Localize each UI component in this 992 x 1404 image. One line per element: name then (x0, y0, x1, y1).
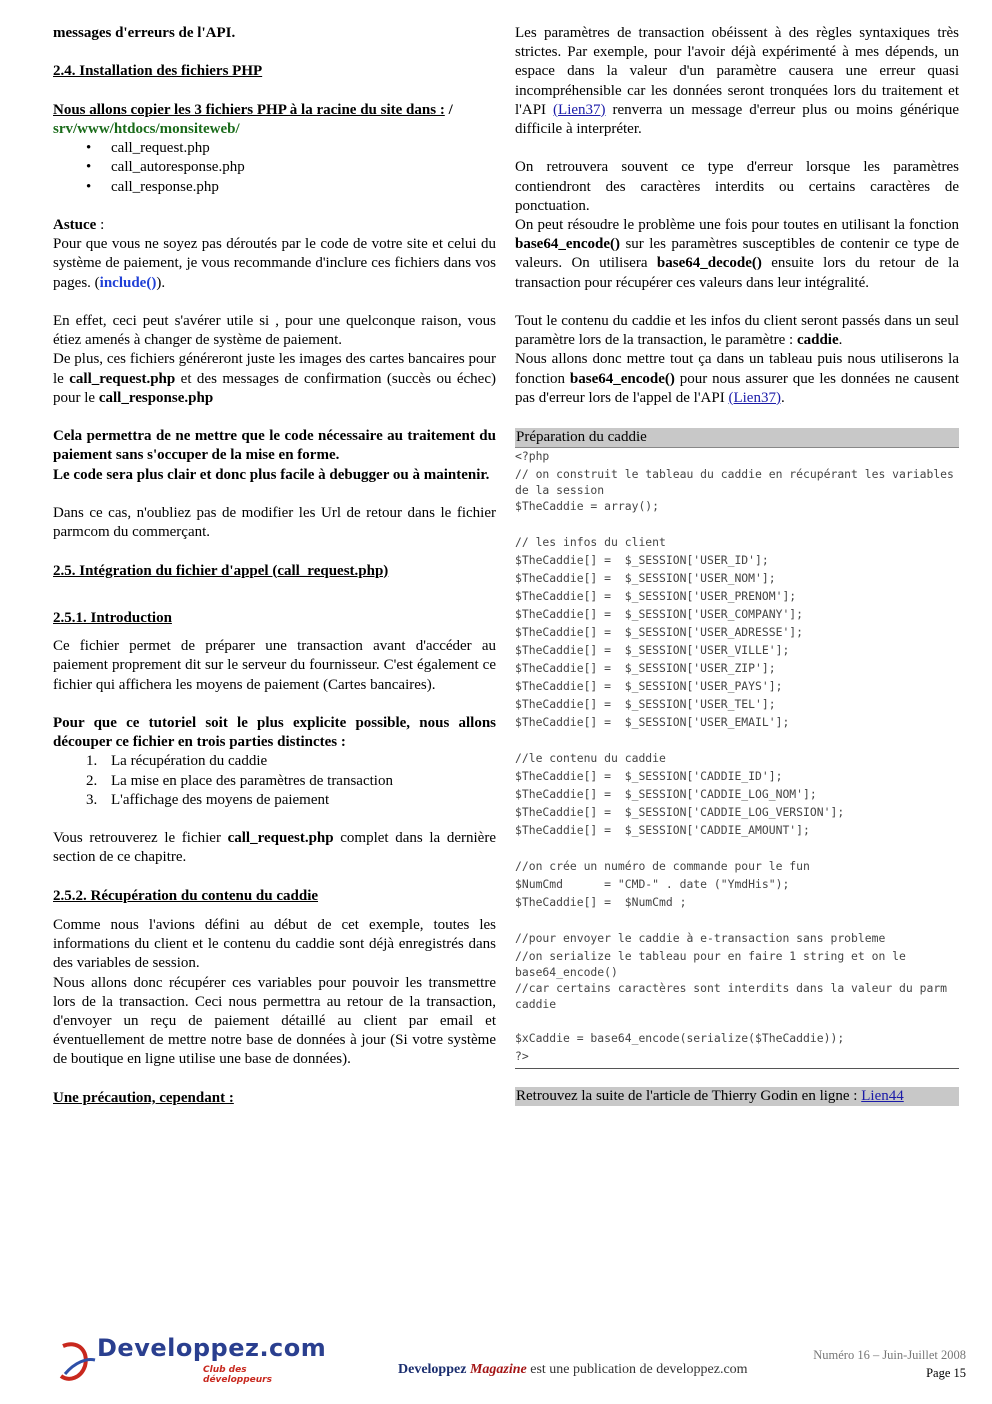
resoudre-paragraph: On peut résoudre le problème une fois pour toutes en utilisant la fonction base64_encode() sur les paramètres susceptibles de contenir ce type de valeurs. On utilisera base64_decode() ensuite lors du retour de la transaction pour récupérer ces valeurs dans leur intégralité. (515, 217, 959, 291)
intro-paragraph: Ce fichier permet de préparer une transaction avant d'accéder au paiement proprement dit sur le serveur du fournisseur. C'est également ce fichier qui affichera les moyens de paiement (Cartes bancaires). (53, 638, 496, 693)
list-item: 3. L'affichage des moyens de paiement (86, 791, 330, 808)
article-continuation: Retrouvez la suite de l'article de Thierry Godin en ligne : Lien44 (515, 1087, 959, 1106)
code-lines (515, 448, 959, 1066)
list-item: • call_response.php (111, 178, 496, 197)
left-column (53, 24, 496, 1108)
list-item: • call_autoresponse.php (111, 158, 496, 177)
de-plus-paragraph: De plus, ces fichiers généreront juste les images des cartes bancaires pour le call_request.php et des messages de confirmation (succès ou échec) pour le call_response.php (53, 351, 496, 406)
code-line: // les infos du client (515, 535, 666, 550)
code-line: $TheCaddie[] = $_SESSION['USER_ID']; (515, 553, 769, 568)
precaution-heading: Une précaution, cependant : (53, 1089, 234, 1106)
params-paragraph: Les paramètres de transaction obéissent à des règles syntaxiques très strictes. Par exemple, pour l'avoir déjà expérimenté à mes dépends, un espace dans la valeur d'un paramètre causera une erreur quasi incompréhensible car les données seront tronquées lors du traitement et l'API (Lien37) renverra un message d'erreur plus ou moins générique difficile à interpréter. (515, 25, 959, 138)
code-line (515, 732, 959, 750)
nous-paragraph: Nous allons donc récupérer ces variables pour pouvoir les transmettre lors de la transaction. Ceci nous permettra au retour de la transaction, d'envoyer un reçu de paiement détaillé au client par email et éventuellement de mettre notre base de données à jour (Si votre système de boutique en ligne utilise une base de données). (53, 974, 496, 1068)
copy-instruction: Nous allons copier les 3 fichiers PHP à la racine du site dans : / srv/www/htdocs/monsiteweb/ (53, 101, 453, 137)
developpez-logo[interactable] (55, 1332, 327, 1388)
dans-ce-cas-paragraph: Dans ce cas, n'oubliez pas de modifier les Url de retour dans le fichier parmcom du commerçant. (53, 504, 496, 541)
code-line: $TheCaddie[] = $_SESSION['CADDIE_AMOUNT']; (515, 823, 810, 838)
effet-paragraph: En effet, ceci peut s'avérer utile si , pour une quelconque raison, vous étiez amenés à changer de système de paiement. (53, 312, 496, 349)
bold-note-1: Cela permettra de ne mettre que le code nécessaire au traitement du paiement sans s'occuper de la mise en forme. (53, 428, 496, 464)
list-item: • call_request.php (111, 139, 496, 158)
list-item: 1. La récupération du caddie (86, 753, 268, 770)
code-line: $TheCaddie[] = $_SESSION['CADDIE_LOG_VERSION']; (515, 805, 845, 820)
code-line: //on crée un numéro de commande pour le fun (515, 859, 810, 874)
code-line (515, 516, 959, 534)
code-block (515, 448, 959, 1069)
logo-text: Developpez.com (97, 1334, 327, 1362)
code-line: //le contenu du caddie (515, 751, 666, 766)
bold-note-2: Le code sera plus clair et donc plus facile à debugger ou à maintenir. (53, 466, 490, 483)
install-path: srv/www/htdocs/monsiteweb/ (53, 120, 240, 137)
lien37-link[interactable]: (Lien37) (728, 389, 781, 406)
right-column (515, 24, 959, 1106)
footer-publication: Developpez Magazine est une publication de developpez.com (398, 1362, 748, 1377)
issue-number: Numéro 16 – Juin-Juillet 2008 (813, 1348, 966, 1362)
code-line: $TheCaddie[] = $_SESSION['USER_COMPANY']; (515, 607, 804, 622)
include-link[interactable]: include() (99, 274, 157, 291)
parts-list (53, 752, 496, 810)
code-line: //pour envoyer le caddie à e-transaction sans probleme (515, 931, 886, 946)
retrouverez-paragraph: Vous retrouverez le fichier call_request.php complet dans la dernière section de ce chapitre. (53, 830, 496, 866)
code-line: $TheCaddie = array(); (515, 499, 660, 514)
page-number: Page 15 (926, 1366, 966, 1380)
nous-allons-paragraph: Nous allons donc mettre tout ça dans un tableau puis nous utiliserons la fonction base64_encode() pour nous assurer que les données ne causent pas d'erreur lors de l'appel de l'API (Lien37). (515, 351, 959, 406)
code-line: $TheCaddie[] = $_SESSION['USER_ZIP']; (515, 661, 776, 676)
section-2-5-1-title: 2.5.1. Introduction (53, 609, 172, 626)
code-line: $TheCaddie[] = $_SESSION['CADDIE_ID']; (515, 769, 783, 784)
section-2-5-title: 2.5. Intégration du fichier d'appel (call_request.php) (53, 562, 389, 579)
code-line: $TheCaddie[] = $_SESSION['USER_VILLE']; (515, 643, 790, 658)
code-line: $TheCaddie[] = $_SESSION['USER_PRENOM']; (515, 589, 797, 604)
copy-line: Nous allons copier les 3 fichiers PHP à la racine du site dans : (53, 101, 445, 118)
section-2-4-title: 2.4. Installation des fichiers PHP (53, 63, 263, 80)
code-line: $TheCaddie[] = $_SESSION['CADDIE_LOG_NOM']; (515, 787, 817, 802)
code-line: //on serialize le tableau pour en faire 1 string et on le base64_encode() (515, 949, 913, 980)
code-line: $NumCmd = "CMD-" . date ("YmdHis"); (515, 877, 790, 892)
list-item: 2. La mise en place des paramètres de transaction (86, 772, 393, 789)
lien44-link[interactable]: Lien44 (861, 1088, 904, 1105)
lien37-link[interactable]: (Lien37) (553, 101, 606, 118)
intro-end: messages d'erreurs de l'API. (53, 25, 236, 41)
tout-paragraph: Tout le contenu du caddie et les infos du client seront passés dans un seul paramètre lors de la transaction, le paramètre : caddie. (515, 313, 959, 349)
code-line: // on construit le tableau du caddie en récupérant les variables de la session (515, 467, 961, 498)
footer-page-info (813, 1346, 966, 1382)
code-line: $TheCaddie[] = $_SESSION['USER_PAYS']; (515, 679, 783, 694)
code-block-title: Préparation du caddie (515, 428, 959, 448)
code-line: $TheCaddie[] = $NumCmd ; (515, 895, 687, 910)
astuce-heading: Astuce : (53, 216, 105, 233)
souvent-paragraph: On retrouvera souvent ce type d'erreur lorsque les paramètres contiendront des caractères interdits ou certains caractères de ponctuation. (515, 159, 959, 214)
tutorial-note: Pour que ce tutoriel soit le plus explicite possible, nous allons découper ce fichier en trois parties distinctes : (53, 714, 496, 751)
code-line (515, 1012, 959, 1030)
code-line: $TheCaddie[] = $_SESSION['USER_TEL']; (515, 697, 776, 712)
code-line: ?> (515, 1049, 529, 1064)
code-line: $xCaddie = base64_encode(serialize($TheCaddie)); (515, 1031, 845, 1046)
astuce-text: Pour que vous ne soyez pas déroutés par le code de votre site et celui du système de paiement, je vous recommande d'inclure ces fichiers dans vos pages. (include()). (53, 236, 496, 291)
code-line: //car certains caractères sont interdits dans la valeur du parm caddie (515, 981, 954, 1012)
code-line (515, 840, 959, 858)
comme-paragraph: Comme nous l'avions défini au début de cet exemple, toutes les informations du client et le contenu du caddie sont déjà enregistrés dans des variables de session. (53, 916, 496, 972)
code-line: $TheCaddie[] = $_SESSION['USER_EMAIL']; (515, 715, 790, 730)
code-line (515, 912, 959, 930)
code-line: $TheCaddie[] = $_SESSION['USER_ADRESSE']; (515, 625, 804, 640)
code-line: <?php (515, 449, 550, 464)
file-list (53, 139, 496, 197)
code-line: $TheCaddie[] = $_SESSION['USER_NOM']; (515, 571, 776, 586)
section-2-5-2-title: 2.5.2. Récupération du contenu du caddie (53, 887, 319, 904)
logo-tagline: Club des développeurs (203, 1365, 272, 1385)
